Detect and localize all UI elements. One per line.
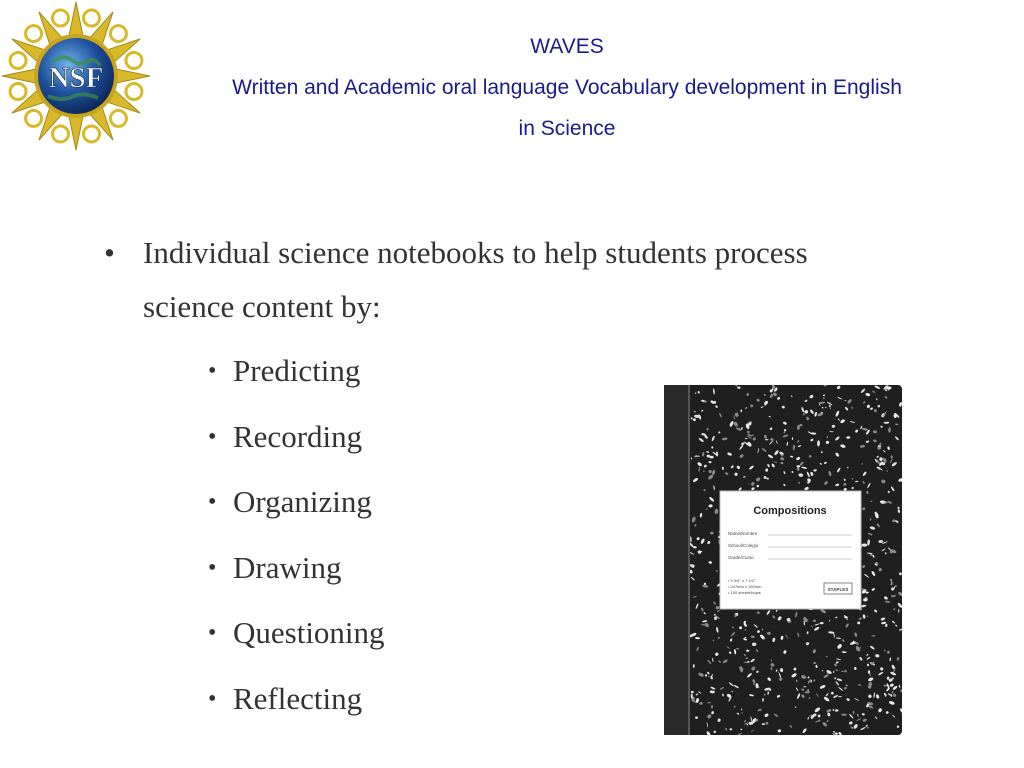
list-item bbox=[208, 542, 385, 608]
list-item bbox=[208, 345, 385, 411]
subtitle-cap-s: S bbox=[540, 117, 555, 140]
nsf-logo-text: NSF bbox=[48, 62, 104, 94]
bullet-icon: • bbox=[208, 685, 217, 712]
bullet-icon: • bbox=[208, 620, 217, 646]
nsf-logo bbox=[0, 0, 156, 156]
notebook-spec: • 100 sheets/hojas bbox=[728, 590, 761, 595]
main-bullet bbox=[104, 226, 904, 334]
subtitle-part: cademic oral language bbox=[357, 76, 575, 99]
main-bullet-text: Individual science notebooks to help students process science content by: bbox=[143, 235, 808, 324]
subtitle-part: ocabulary development in bbox=[587, 76, 833, 99]
bullet-icon: • bbox=[208, 358, 217, 384]
notebook-label-title: Compositions bbox=[753, 505, 827, 517]
subtitle-cap-e: E bbox=[832, 76, 847, 99]
notebook-spec: • 9 3/4" x 7 1/2" bbox=[728, 578, 756, 583]
slide-title: WAVES bbox=[530, 35, 604, 58]
notebook-graphic bbox=[664, 385, 902, 735]
list-item bbox=[208, 411, 385, 477]
list-item-text: Organizing bbox=[233, 484, 372, 519]
composition-notebook-image bbox=[664, 385, 902, 735]
list-item-text: Recording bbox=[233, 418, 363, 454]
list-item bbox=[208, 607, 385, 673]
subtitle-cap-w: W bbox=[232, 76, 252, 99]
slide-header bbox=[170, 26, 964, 149]
subtitle-cap-a: A bbox=[343, 76, 358, 99]
notebook-field: Grade/Curso bbox=[728, 555, 754, 560]
bullet-icon: • bbox=[208, 554, 217, 581]
list-item-text: Questioning bbox=[233, 615, 385, 650]
notebook-brand-logo: STAPLES bbox=[827, 587, 849, 592]
bullet-icon: • bbox=[208, 423, 217, 450]
subtitle-part: ritten and bbox=[251, 76, 344, 99]
sub-bullet-list bbox=[208, 345, 385, 738]
slide-subtitle bbox=[170, 67, 964, 108]
notebook-spec: • 247mm x 190mm bbox=[728, 584, 762, 589]
bullet-icon: • bbox=[208, 489, 217, 515]
subtitle-part: cience bbox=[554, 117, 616, 140]
notebook-field: School/Colegio bbox=[728, 543, 759, 548]
list-item bbox=[208, 673, 385, 739]
list-item-text: Reflecting bbox=[233, 680, 363, 716]
list-item-text: Predicting bbox=[233, 353, 361, 388]
subtitle-part: nglish bbox=[847, 76, 902, 99]
nsf-logo-graphic bbox=[0, 0, 156, 156]
list-item-text: Drawing bbox=[233, 549, 342, 585]
subtitle-part: in bbox=[518, 117, 541, 140]
slide-subtitle-line2 bbox=[170, 108, 964, 149]
notebook-field: Name/Nombre bbox=[728, 531, 758, 536]
list-item bbox=[208, 476, 385, 542]
bullet-icon: • bbox=[104, 235, 115, 270]
subtitle-cap-v: V bbox=[574, 76, 588, 99]
